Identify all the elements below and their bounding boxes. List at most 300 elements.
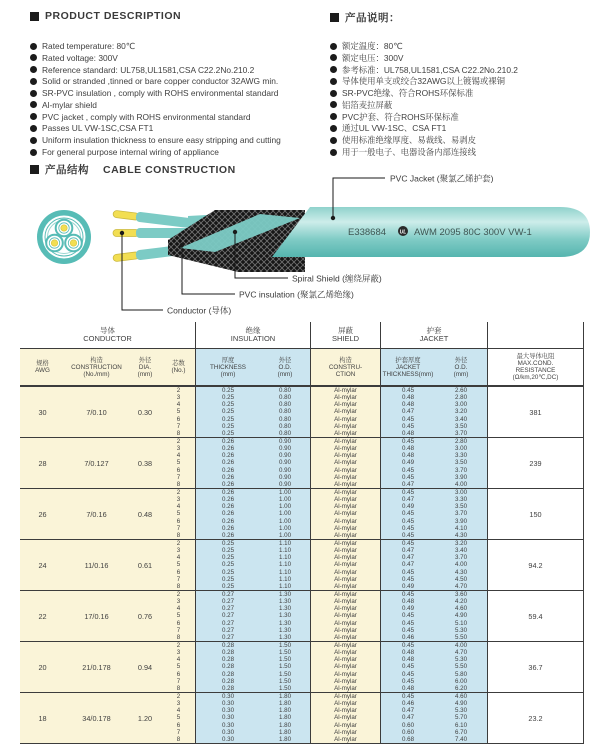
desc-item: [30, 148, 315, 157]
stack-value: Al-mylar: [334, 568, 357, 576]
stack-value: 0.26: [221, 473, 235, 481]
stack-value: 3.20: [454, 408, 468, 416]
stack-value: 0.45: [401, 619, 415, 627]
stack-value: 6: [176, 721, 181, 729]
desc-item: [30, 66, 315, 75]
desc-item: [330, 136, 615, 145]
cell-insulation-thickness: [195, 642, 260, 692]
stack-value: Al-mylar: [334, 561, 357, 569]
cell-construction: 34/0.178: [65, 693, 128, 743]
stack-value: 5.30: [454, 707, 468, 715]
bullet-icon: [330, 66, 337, 73]
stack-value: Al-mylar: [334, 700, 357, 708]
stack-value: Al-mylar: [334, 575, 357, 583]
product-description-title-zh: [330, 10, 400, 25]
stack-value: 0.30: [221, 693, 235, 701]
cell-diameter: 0.61: [128, 540, 162, 590]
cell-insulation-thickness: [195, 693, 260, 743]
stack-value: 1.50: [278, 656, 292, 664]
bullet-icon: [330, 137, 337, 144]
group-header-zh: 绝缘: [245, 325, 261, 335]
cable-construction-title-en: CABLE CONSTRUCTION: [103, 163, 236, 176]
stack-value: 6: [176, 466, 181, 474]
stack-value: Al-mylar: [334, 401, 357, 409]
desc-item: [30, 54, 315, 63]
stack-value: 6: [176, 568, 181, 576]
stack-value: 0.80: [278, 429, 292, 437]
desc-item: [330, 113, 615, 122]
cell-jacket-od: [435, 540, 487, 590]
cell-awg: 28: [20, 438, 65, 488]
column-header-line: (mm): [137, 370, 153, 378]
desc-item: [330, 54, 615, 63]
stack-value: Al-mylar: [334, 466, 357, 474]
stack-value: 3.00: [454, 401, 468, 409]
stack-value: 0.45: [401, 524, 415, 532]
stack-value: 6.70: [454, 728, 468, 736]
stack-value: 0.49: [401, 605, 415, 613]
product-description-title: [30, 10, 181, 22]
stack-value: 1.30: [278, 591, 292, 599]
cell-core-counts: [162, 387, 195, 437]
stack-value: 3.40: [454, 547, 468, 555]
stack-value: Al-mylar: [334, 531, 357, 539]
stack-value: 1.50: [278, 684, 292, 692]
stack-value: 2: [176, 693, 181, 701]
column-header-line: JACKET: [395, 363, 421, 371]
table-row: [20, 387, 583, 438]
stack-value: 7: [176, 626, 181, 634]
stack-value: Al-mylar: [334, 619, 357, 627]
stack-value: 5.80: [454, 670, 468, 678]
cell-shield-construction: [310, 387, 380, 437]
stack-value: 3: [176, 445, 181, 453]
cell-awg: 18: [20, 693, 65, 743]
stack-value: 0.45: [401, 693, 415, 701]
stack-value: 1.10: [278, 547, 292, 555]
stack-value: 3: [176, 547, 181, 555]
cell-shield-construction: [310, 438, 380, 488]
stack-value: 0.48: [401, 656, 415, 664]
stack-value: 3: [176, 700, 181, 708]
stack-value: 0.26: [221, 489, 235, 497]
stack-value: 3.60: [454, 591, 468, 599]
stack-value: 0.26: [221, 445, 235, 453]
bullet-icon: [30, 66, 37, 73]
stack-value: 3: [176, 649, 181, 657]
cell-core-counts: [162, 591, 195, 641]
bullet-icon: [330, 113, 337, 120]
stack-value: 0.25: [221, 561, 235, 569]
stack-value: 1.80: [278, 700, 292, 708]
stack-value: Al-mylar: [334, 707, 357, 715]
stack-value: Al-mylar: [334, 670, 357, 678]
cell-insulation-thickness: [195, 387, 260, 437]
stack-value: 4: [176, 401, 181, 409]
stack-value: 0.45: [401, 510, 415, 518]
desc-item-text: Reference standard: UL758,UL1581,CSA C22.2No.210.2: [42, 64, 255, 75]
cell-awg: 26: [20, 489, 65, 539]
table-row: [20, 489, 583, 540]
stack-value: 2: [176, 489, 181, 497]
stack-value: 0.25: [221, 401, 235, 409]
column-header-line: (No.): [171, 367, 186, 374]
stack-value: Al-mylar: [334, 503, 357, 511]
stack-value: 0.45: [401, 489, 415, 497]
stack-value: 0.28: [221, 642, 235, 650]
stack-value: Al-mylar: [334, 721, 357, 729]
cell-awg: 20: [20, 642, 65, 692]
stack-value: 5: [176, 459, 181, 467]
stack-value: 3: [176, 394, 181, 402]
cell-insulation-od: [260, 540, 310, 590]
table-group-header-row: [20, 322, 583, 349]
stack-value: 3.50: [454, 459, 468, 467]
stack-value: 5: [176, 663, 181, 671]
cell-max-resistance: 23.2: [487, 693, 583, 743]
stack-value: Al-mylar: [334, 473, 357, 481]
stack-value: 0.45: [401, 466, 415, 474]
stack-value: 2.80: [454, 438, 468, 446]
cell-jacket-thickness: [380, 591, 435, 641]
stack-value: 0.48: [401, 684, 415, 692]
stack-value: 0.47: [401, 547, 415, 555]
stack-value: 0.80: [278, 408, 292, 416]
stack-value: 0.28: [221, 649, 235, 657]
svg-text:UL: UL: [399, 229, 407, 236]
bullet-icon: [30, 101, 37, 108]
column-header-line: 外径: [138, 356, 152, 364]
table-row: [20, 591, 583, 642]
cell-diameter: 0.30: [128, 387, 162, 437]
stack-value: 7: [176, 422, 181, 430]
stack-value: 8: [176, 684, 181, 692]
stack-value: Al-mylar: [334, 633, 357, 641]
stack-value: 3.40: [454, 415, 468, 423]
stack-value: 3.20: [454, 540, 468, 548]
stack-value: 0.27: [221, 612, 235, 620]
stack-value: 0.28: [221, 677, 235, 685]
cell-insulation-thickness: [195, 438, 260, 488]
stack-value: 1.50: [278, 642, 292, 650]
stack-value: 0.48: [401, 401, 415, 409]
stack-value: 0.45: [401, 387, 415, 395]
stack-value: Al-mylar: [334, 445, 357, 453]
stack-value: 0.27: [221, 626, 235, 634]
stack-value: 3.90: [454, 473, 468, 481]
stack-value: 7: [176, 524, 181, 532]
stack-value: 0.45: [401, 422, 415, 430]
desc-item: [330, 66, 615, 75]
stack-value: 3.30: [454, 452, 468, 460]
table-row: [20, 693, 583, 744]
cell-shield-construction: [310, 489, 380, 539]
stack-value: 5.70: [454, 714, 468, 722]
desc-item-text: 通过UL VW-1SC、CSA FT1: [342, 123, 447, 134]
stack-value: 0.45: [401, 591, 415, 599]
spec-table: [20, 322, 584, 744]
stack-value: 0.45: [401, 612, 415, 620]
stack-value: 5.10: [454, 619, 468, 627]
stack-value: 0.25: [221, 568, 235, 576]
stack-value: 0.45: [401, 626, 415, 634]
column-header-line: (mm): [277, 370, 293, 378]
stack-value: 0.45: [401, 568, 415, 576]
stack-value: 1.00: [278, 489, 292, 497]
stack-value: 7: [176, 677, 181, 685]
stack-value: 0.90: [278, 438, 292, 446]
desc-item: [330, 89, 615, 98]
column-header-line: O.D.: [454, 363, 468, 371]
stack-value: 0.45: [401, 670, 415, 678]
stack-value: 0.47: [401, 554, 415, 562]
cell-awg: 22: [20, 591, 65, 641]
stack-value: Al-mylar: [334, 605, 357, 613]
stack-value: 0.30: [221, 707, 235, 715]
stack-value: 3.70: [454, 466, 468, 474]
column-header-line: AWG: [35, 367, 50, 374]
stack-value: 0.47: [401, 408, 415, 416]
cell-insulation-od: [260, 642, 310, 692]
column-header-line: (mm): [220, 370, 236, 378]
stack-value: 0.80: [278, 394, 292, 402]
stack-value: 0.47: [401, 480, 415, 488]
cable-construction-diagram: [0, 160, 603, 323]
stack-value: 4: [176, 656, 181, 664]
column-header-line: THICKNESS: [209, 363, 247, 371]
bullet-icon: [30, 125, 37, 132]
bullet-icon: [330, 90, 337, 97]
cell-construction: 11/0.16: [65, 540, 128, 590]
stack-value: Al-mylar: [334, 663, 357, 671]
table-group-header-cell: [310, 322, 380, 348]
desc-item: [330, 42, 615, 51]
stack-value: 1.50: [278, 649, 292, 657]
stack-value: Al-mylar: [334, 693, 357, 701]
desc-item-text: 使用标准绝缘厚度、易裁线、易剥皮: [342, 135, 476, 146]
stack-value: Al-mylar: [334, 452, 357, 460]
stack-value: 0.30: [221, 721, 235, 729]
cell-jacket-thickness: [380, 693, 435, 743]
cell-jacket-od: [435, 642, 487, 692]
stack-value: 1.00: [278, 503, 292, 511]
bullet-icon: [30, 54, 37, 61]
stack-value: 5.50: [454, 633, 468, 641]
stack-value: 0.45: [401, 517, 415, 525]
desc-item-text: PVC jacket , comply with ROHS environmental standard: [42, 111, 251, 122]
table-column-header-cell: [128, 349, 162, 385]
cell-core-counts: [162, 489, 195, 539]
cable-construction-title: [30, 162, 236, 177]
desc-item-text: SR-PVC绝缘、符合ROHS环保标准: [342, 88, 474, 99]
stack-value: 0.26: [221, 531, 235, 539]
stack-value: 4.90: [454, 700, 468, 708]
stack-value: 1.10: [278, 554, 292, 562]
stack-value: 0.26: [221, 517, 235, 525]
table-column-header-cell: [310, 349, 380, 385]
stack-value: 1.50: [278, 663, 292, 671]
desc-item-text: Rated voltage: 300V: [42, 52, 118, 63]
stack-value: 0.25: [221, 575, 235, 583]
stack-value: Al-mylar: [334, 728, 357, 736]
stack-value: 0.25: [221, 429, 235, 437]
core-icon: [65, 235, 82, 252]
stack-value: 1.30: [278, 633, 292, 641]
stack-value: 0.48: [401, 598, 415, 606]
bullet-icon: [30, 113, 37, 120]
stack-value: 0.49: [401, 459, 415, 467]
stack-value: 1.00: [278, 510, 292, 518]
stack-value: 0.25: [221, 547, 235, 555]
stack-value: 8: [176, 531, 181, 539]
stack-value: 0.90: [278, 480, 292, 488]
cell-jacket-thickness: [380, 642, 435, 692]
stack-value: 4.30: [454, 568, 468, 576]
cell-insulation-od: [260, 387, 310, 437]
stack-value: 0.49: [401, 582, 415, 590]
stack-value: Al-mylar: [334, 582, 357, 590]
stack-value: Al-mylar: [334, 649, 357, 657]
stack-value: 1.10: [278, 561, 292, 569]
stack-value: 0.28: [221, 663, 235, 671]
cell-max-resistance: 94.2: [487, 540, 583, 590]
desc-item-text: Uniform insulation thickness to ensure easy stripping and cutting: [42, 135, 281, 146]
stack-value: 1.80: [278, 707, 292, 715]
bullet-icon: [330, 43, 337, 50]
stack-value: 0.60: [401, 721, 415, 729]
bullet-icon: [330, 78, 337, 85]
stack-value: 6: [176, 619, 181, 627]
cell-construction: 7/0.127: [65, 438, 128, 488]
bullet-icon: [30, 137, 37, 144]
bullet-icon: [330, 125, 337, 132]
stack-value: 0.30: [221, 714, 235, 722]
column-header-line: (No./mm): [83, 370, 110, 378]
stack-value: 4.70: [454, 582, 468, 590]
column-header-line: 厚度: [221, 356, 235, 364]
stack-value: 2.60: [454, 387, 468, 395]
stack-value: 5: [176, 561, 181, 569]
stack-value: 3.30: [454, 496, 468, 504]
stack-value: 0.27: [221, 619, 235, 627]
table-column-header-cell: [487, 349, 583, 385]
stack-value: 3.00: [454, 445, 468, 453]
stack-value: Al-mylar: [334, 394, 357, 402]
cell-insulation-od: [260, 438, 310, 488]
desc-item-text: PVC护套、符合ROHS环保标准: [342, 111, 459, 122]
cable-cross-section-icon: [37, 210, 91, 264]
stack-value: 0.48: [401, 429, 415, 437]
column-header-line: 构造: [90, 356, 103, 364]
cell-shield-construction: [310, 591, 380, 641]
column-header-line: 构造: [339, 356, 352, 364]
stack-value: 1.10: [278, 575, 292, 583]
stack-value: Al-mylar: [334, 422, 357, 430]
cell-jacket-od: [435, 387, 487, 437]
stack-value: 6: [176, 415, 181, 423]
desc-item: [330, 148, 615, 157]
stack-value: 0.45: [401, 415, 415, 423]
stack-value: Al-mylar: [334, 408, 357, 416]
stack-value: Al-mylar: [334, 554, 357, 562]
stack-value: 6: [176, 670, 181, 678]
stack-value: Al-mylar: [334, 642, 357, 650]
stack-value: 4.60: [454, 605, 468, 613]
section-square-icon: [330, 13, 339, 22]
cell-max-resistance: 150: [487, 489, 583, 539]
cable-side-view-icon: [113, 207, 590, 272]
bullet-icon: [30, 149, 37, 156]
desc-item: [30, 89, 315, 98]
stack-value: 0.48: [401, 394, 415, 402]
column-header-line: 芯数: [172, 360, 185, 367]
stack-value: 4.00: [454, 561, 468, 569]
stack-value: Al-mylar: [334, 387, 357, 395]
stack-value: Al-mylar: [334, 598, 357, 606]
table-column-header-cell: [195, 349, 260, 385]
stack-value: 3.90: [454, 517, 468, 525]
stack-value: 0.45: [401, 677, 415, 685]
label-pvc-insulation: PVC insulation (聚氯乙烯绝缘): [239, 289, 354, 300]
stack-value: 1.10: [278, 540, 292, 548]
group-header-en: JACKET: [419, 334, 449, 343]
stack-value: 2: [176, 591, 181, 599]
stack-value: Al-mylar: [334, 480, 357, 488]
stack-value: 5: [176, 714, 181, 722]
cell-core-counts: [162, 540, 195, 590]
stack-value: 4.30: [454, 531, 468, 539]
stack-value: 6: [176, 517, 181, 525]
bullet-icon: [30, 90, 37, 97]
cell-core-counts: [162, 693, 195, 743]
stack-value: Al-mylar: [334, 626, 357, 634]
stack-value: 0.45: [401, 531, 415, 539]
cell-max-resistance: 381: [487, 387, 583, 437]
stack-value: 1.30: [278, 619, 292, 627]
stack-value: 0.48: [401, 445, 415, 453]
cell-shield-construction: [310, 540, 380, 590]
stack-value: Al-mylar: [334, 714, 357, 722]
product-description-title-zh-text: 产品说明：: [345, 12, 400, 24]
stack-value: 6.20: [454, 684, 468, 692]
cell-core-counts: [162, 438, 195, 488]
stack-value: Al-mylar: [334, 656, 357, 664]
cell-insulation-thickness: [195, 540, 260, 590]
desc-item: [30, 101, 315, 110]
column-header-line: THICKNESS(mm): [382, 370, 434, 378]
stack-value: 3.70: [454, 510, 468, 518]
column-header-line: MAX.COND.: [517, 360, 554, 367]
cell-diameter: 0.48: [128, 489, 162, 539]
cable-construction-title-zh: 产品结构: [45, 164, 89, 176]
description-list-zh: [330, 42, 615, 160]
column-header-line: DIA.: [138, 363, 152, 371]
stack-value: 0.27: [221, 598, 235, 606]
stack-value: 7.40: [454, 735, 468, 743]
stack-value: 8: [176, 735, 181, 743]
stack-value: 4.60: [454, 693, 468, 701]
stack-value: 8: [176, 582, 181, 590]
stack-value: Al-mylar: [334, 459, 357, 467]
desc-item: [330, 124, 615, 133]
stack-value: Al-mylar: [334, 510, 357, 518]
stack-value: Al-mylar: [334, 496, 357, 504]
stack-value: 1.80: [278, 735, 292, 743]
desc-item-text: 用于一般电子、电器设备内部连接线: [342, 147, 476, 158]
stack-value: 0.47: [401, 707, 415, 715]
stack-value: 3: [176, 598, 181, 606]
table-group-header-cell: [380, 322, 487, 348]
